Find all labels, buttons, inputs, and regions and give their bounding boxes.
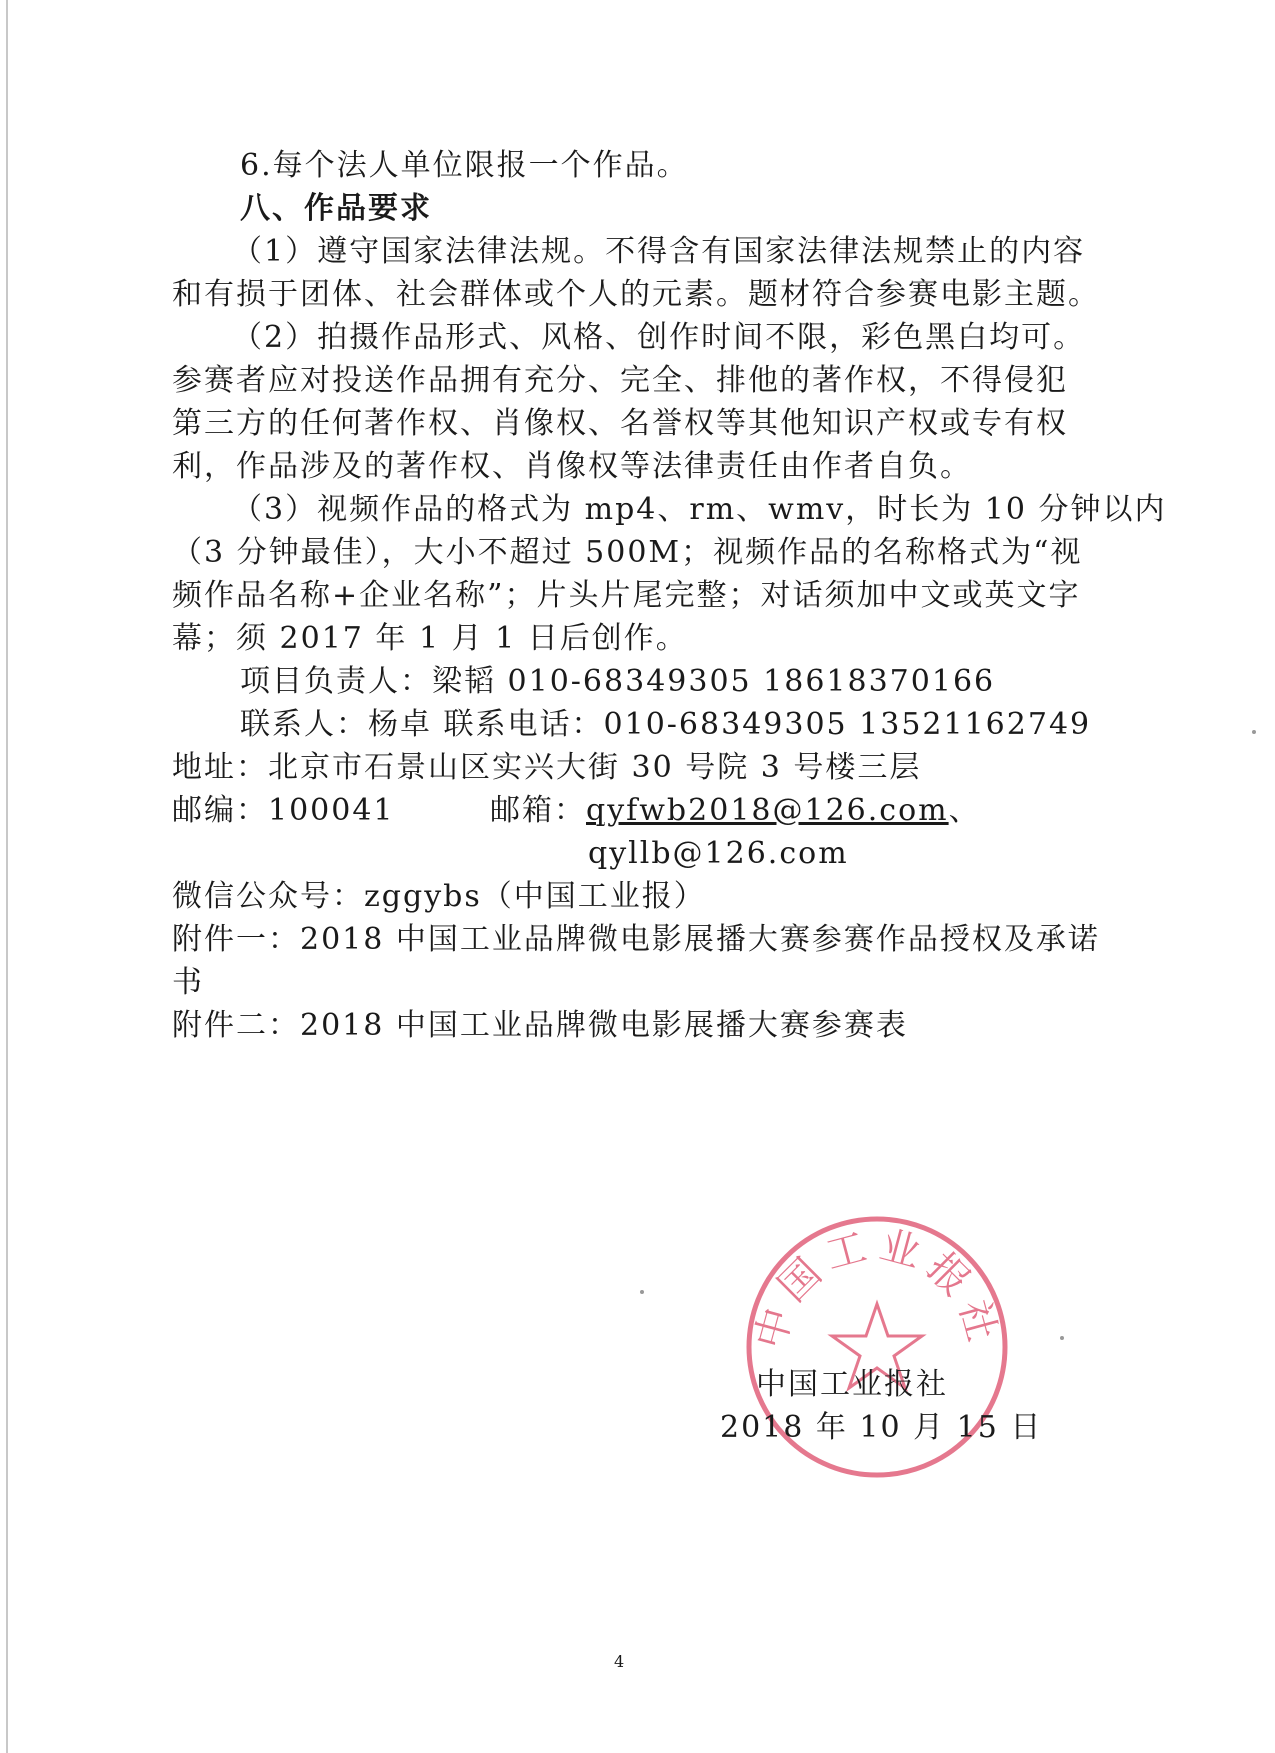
- requirement-2-line-4: 利，作品涉及的著作权、肖像权等法律责任由作者自负。: [172, 449, 972, 484]
- email-link-1[interactable]: qyfwb2018@126.com: [586, 793, 949, 828]
- section-heading-requirements: 八、作品要求: [240, 191, 432, 226]
- requirement-1-line-2: 和有损于团体、社会群体或个人的元素。题材符合参赛电影主题。: [172, 277, 1100, 312]
- email-label: 邮箱：: [490, 793, 586, 828]
- signature-org: 中国工业报社: [756, 1367, 948, 1402]
- attachment-1-line-2: 书: [172, 965, 204, 1000]
- requirement-2-line-3: 第三方的任何著作权、肖像权、名誉权等其他知识产权或专有权: [172, 406, 1068, 441]
- item-6: 6.每个法人单位限报一个作品。: [240, 148, 689, 183]
- wechat-account: 微信公众号：zggybs（中国工业报）: [172, 879, 706, 914]
- postcode: 邮编：100041: [172, 793, 395, 828]
- requirement-1-line-1: （1）遵守国家法律法规。不得含有国家法律法规禁止的内容: [232, 234, 1086, 269]
- attachment-2: 附件二：2018 中国工业品牌微电影展播大赛参赛表: [172, 1008, 908, 1043]
- scan-edge: [6, 0, 8, 1753]
- scan-speck: [1252, 730, 1256, 734]
- email-row: [490, 791, 981, 831]
- requirement-3-line-2: （3 分钟最佳），大小不超过 500M；视频作品的名称格式为“视: [172, 535, 1083, 570]
- signature-date: 2018 年 10 月 15 日: [720, 1410, 1043, 1445]
- page-number: 4: [614, 1652, 625, 1671]
- requirement-3-line-3: 频作品名称+企业名称”；片头片尾完整；对话须加中文或英文字: [172, 578, 1081, 613]
- requirement-2-line-1: （2）拍摄作品形式、风格、创作时间不限，彩色黑白均可。: [232, 320, 1086, 355]
- contact-person: 联系人：杨卓 联系电话：010-68349305 13521162749: [240, 707, 1092, 742]
- attachment-1-line-1: 附件一：2018 中国工业品牌微电影展播大赛参赛作品授权及承诺: [172, 922, 1100, 957]
- email-link-2[interactable]: qyllb@126.com: [588, 836, 849, 871]
- requirement-3-line-4: 幕；须 2017 年 1 月 1 日后创作。: [172, 621, 688, 656]
- email-separator: 、: [948, 793, 981, 828]
- scan-speck: [640, 1290, 644, 1294]
- requirement-2-line-2: 参赛者应对投送作品拥有充分、完全、排他的著作权，不得侵犯: [172, 363, 1068, 398]
- address: 地址：北京市石景山区实兴大街 30 号院 3 号楼三层: [172, 750, 922, 785]
- svg-text:中国工业报社: 中国工业报社: [747, 1222, 1007, 1354]
- project-lead: 项目负责人：梁韬 010-68349305 18618370166: [240, 664, 996, 699]
- requirement-3-line-1: （3）视频作品的格式为 mp4、rm、wmv，时长为 10 分钟以内: [232, 492, 1167, 527]
- scan-speck: [1060, 1336, 1064, 1340]
